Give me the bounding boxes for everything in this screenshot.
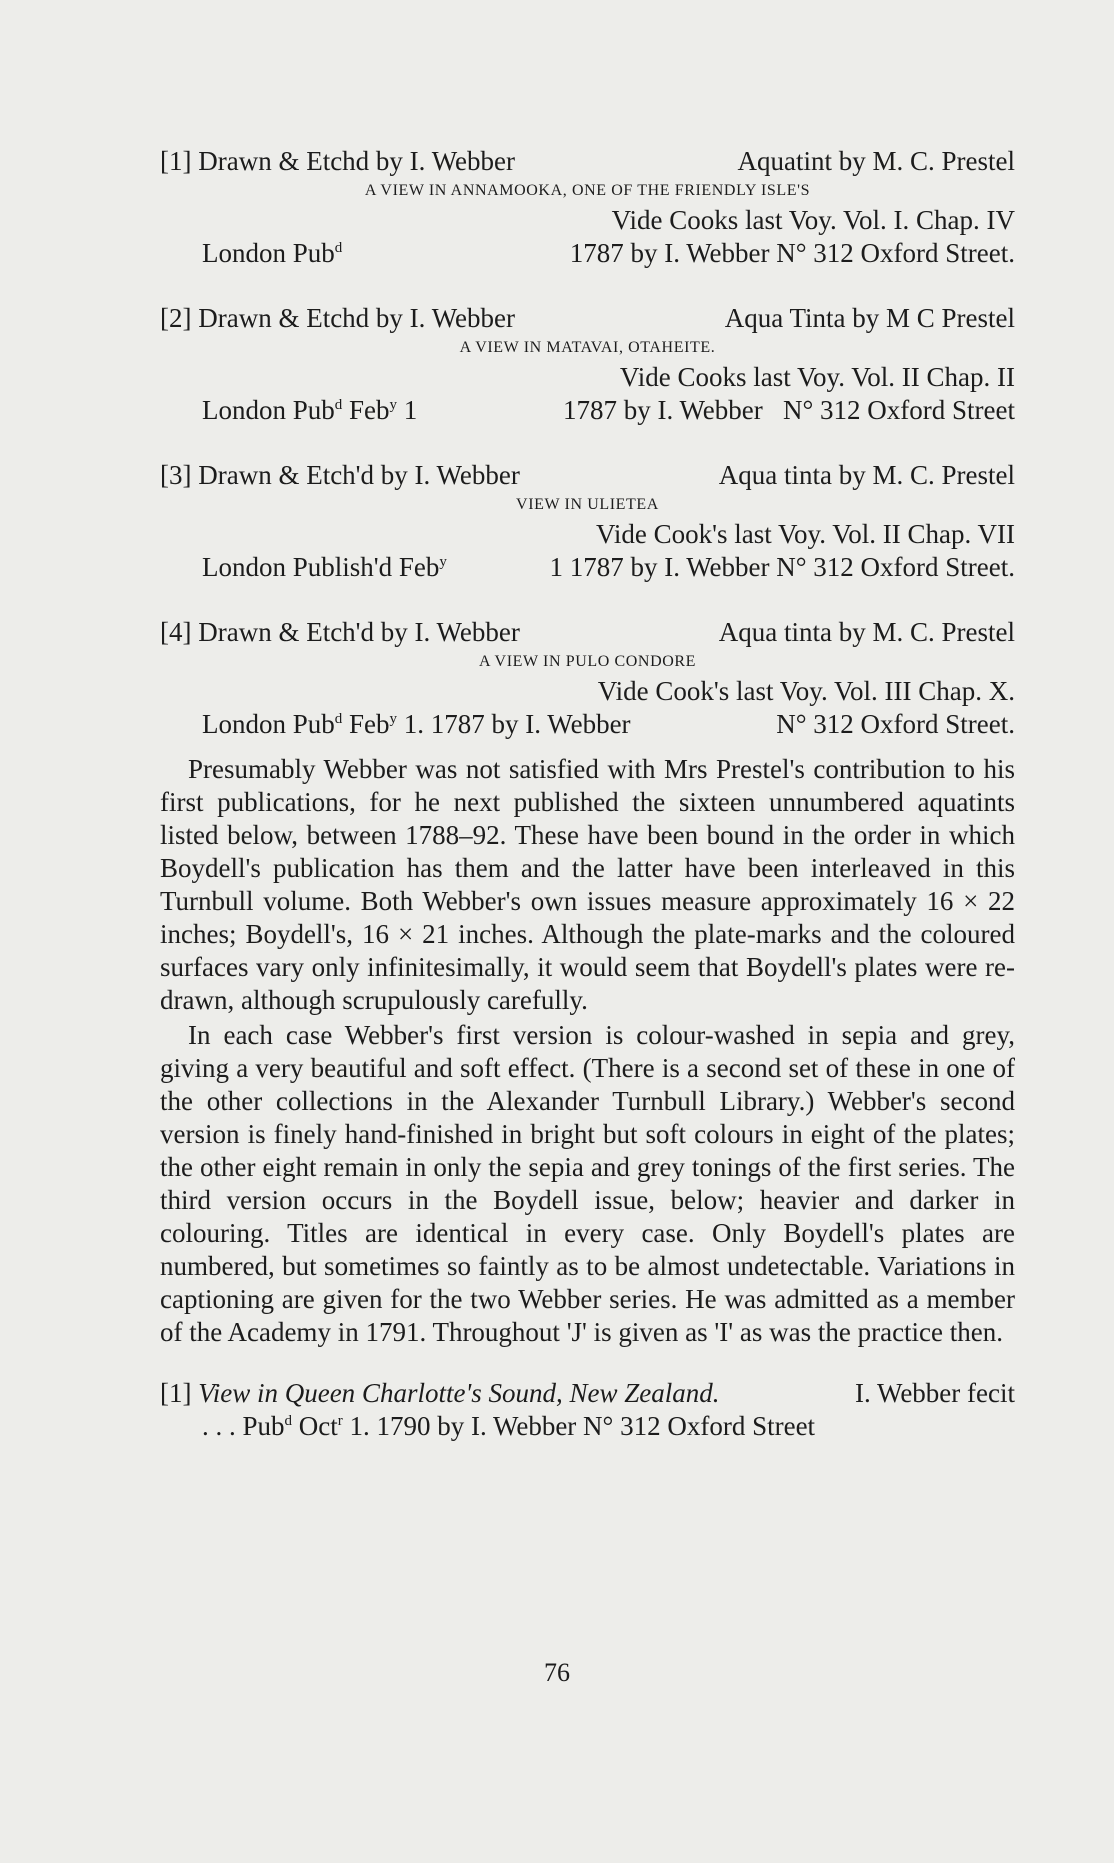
page-number: 76 [544,1658,570,1687]
entry-publication: London Publish'd Feb$^y$ 1 1787 by I. Webber N° 312 Oxford Street. [202,552,1015,582]
plate-title: View in Queen Charlotte's Sound, New Zealand. [198,1378,720,1408]
entry-engraver: Aqua Tinta by M C Prestel [724,303,1015,333]
entry-title: A VIEW IN MATAVAI, OTAHEITE. [459,339,716,356]
entry-title: A VIEW IN PULO CONDORE [478,653,697,670]
entry-credit: [1] Drawn & Etchd by I. Webber [160,146,515,176]
entry-reference: Vide Cook's last Voy. Vol. III Chap. X. [597,676,1015,706]
entry-reference: Vide Cooks last Voy. Vol. I. Chap. IV [611,205,1015,235]
plate-list [160,145,1015,1443]
entry-engraver: Aqua tinta by M. C. Prestel [718,460,1015,490]
body-paragraph: In each case Webber's first version is colour-washed in sepia and grey, giving a very beautiful and soft effect. (There is a second set of these in one of the other collections in the Alexander Turnbull Library.) Webber's second version is finely hand-finished in bright but soft colours in eight of the plates; the other eight remain in only the sepia and grey tonings of the first series. The third version occurs in the Boydell issue, below; heavier and darker in colouring. Titles are identical in every case. Only Boydell's plates are numbered, but sometimes so faintly as to be almost undetectable. Variations in captioning are given for the two Webber series. He was admitted as a member of the Academy in 1791. Throughout 'J' is given as 'I' as was the practice then. [160,1020,1015,1347]
entry-title: VIEW IN ULIETEA [516,496,659,513]
plate-entry-final: [1] View in Queen Charlotte's Sound, New Zealand. I. Webber fecit . . . Pub$^d$ Oct$^r$ 1. 1790 by I. Webber N° 312 Oxford Street [160,1378,1015,1441]
entry-reference: Vide Cooks last Voy. Vol. II Chap. II [619,362,1015,392]
plate-entry-1 [160,145,1015,270]
entry-reference: Vide Cook's last Voy. Vol. II Chap. VII [595,519,1015,549]
plate-entry-2 [160,302,1015,427]
entry-title: A VIEW IN ANNAMOOKA, ONE OF THE FRIENDLY ISLE'S [364,182,811,199]
entry-credit: [4] Drawn & Etch'd by I. Webber [160,617,520,647]
entry-engraver: Aqua tinta by M. C. Prestel [718,617,1015,647]
entry-engraver: Aquatint by M. C. Prestel [737,146,1015,176]
entry-publication: London Pub$^d$ 1787 by I. Webber N° 312 Oxford Street. [202,238,1015,268]
entry-credit: [2] Drawn & Etchd by I. Webber [160,303,515,333]
plate-entry-3 [160,459,1015,584]
entry-credit: [3] Drawn & Etch'd by I. Webber [160,460,520,490]
entry-publication: London Pub$^d$ Feb$^y$ 1 1787 by I. Webber N° 312 Oxford Street [202,395,1015,425]
plate-entry-4 [160,616,1015,741]
body-paragraph: Presumably Webber was not satisfied with Mrs Prestel's contribution to his first publications, for he next published the sixteen unnumbered aquatints listed below, between 1788–92. These have been bound in the order in which Boydell's publication has them and the latter have been interleaved in this Turnbull volume. Both Webber's own issues measure approximately 16 × 22 inches; Boydell's, 16 × 21 inches. Although the plate-marks and the coloured surfaces vary only infinitesimally, it would seem that Boydell's plates were re-drawn, although scrupulously carefully. [160,754,1015,1015]
entry-publication: London Pub$^d$ Feb$^y$ 1. 1787 by I. Webber N° 312 Oxford Street. [202,709,1015,739]
